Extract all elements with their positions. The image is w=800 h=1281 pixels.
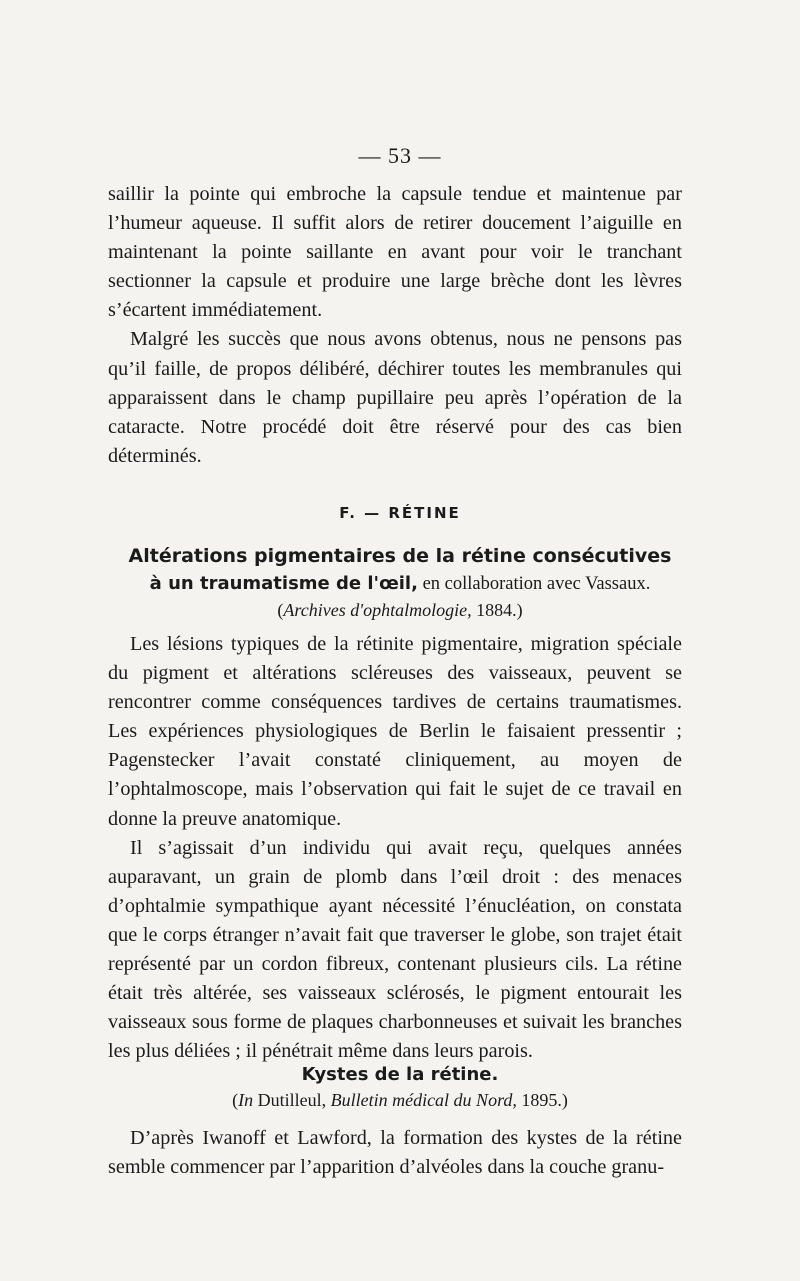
article-title-line-1: Altérations pigmentaires de la rétine consécutives: [128, 545, 672, 567]
article-title-line-2: [0, 572, 800, 595]
journal-name: Archives d'ophtalmologie,: [283, 600, 472, 620]
journal-name: Bulletin médical du Nord,: [330, 1090, 517, 1110]
paragraph: saillir la pointe qui embroche la capsule tendue et maintenue par l’humeur aqueuse. Il suffit alors de retirer doucement l’aiguille en maintenant la pointe saillante en avant pour voir le tranchant sectionner la capsule et produire une large brèche dont les lèvres s’écartent immédiatement.: [108, 183, 682, 322]
article-body: [108, 1124, 682, 1182]
article-citation: (Archives d'ophtalmologie, 1884.): [277, 600, 523, 620]
paragraph: Il s’agissait d’un individu qui avait reçu, quelques années auparavant, un grain de plomb dans l’œil droit : des menaces d’ophtalmie sympathique ayant nécessité l’énucléation, on constata que le corps étranger n’avait fait que traverser le globe, son trajet était représenté par un cordon fibreux, contenant plusieurs cils. La rétine était très altérée, ses vaisseaux sclérosés, le pigment entourait les vaisseaux sous forme de plaques charbonneuses et suivait les branches les plus déliées ; il pénétrait même dans leurs parois.: [108, 836, 682, 1063]
continued-text-block: [108, 180, 682, 471]
article-title-bold: à un traumatisme de l'œil,: [149, 573, 418, 594]
paragraph: Malgré les succès que nous avons obtenus, nous ne pensons pas qu’il faille, de propos délibéré, déchirer toutes les membranules qui apparaissent dans le champ pupillaire peu après l’opération de la cataracte. Notre procédé doit être réservé pour des cas bien déterminés.: [108, 328, 682, 467]
section-heading: F. — RÉTINE: [339, 504, 461, 522]
article-citation: (In Dutilleul, Bulletin médical du Nord, 1895.): [232, 1090, 568, 1110]
page-number: — 53 —: [358, 143, 442, 168]
article-body: [108, 630, 682, 1066]
article-title-collaboration: en collaboration avec Vassaux.: [417, 574, 651, 594]
paragraph: D’après Iwanoff et Lawford, la formation des kystes de la rétine semble commencer par l’apparition d’alvéoles dans la couche granu-: [108, 1127, 682, 1179]
article-title: Kystes de la rétine.: [301, 1064, 499, 1085]
paragraph: Les lésions typiques de la rétinite pigmentaire, migration spéciale du pigment et altérations scléreuses des vaisseaux, peuvent se rencontrer comme conséquences tardives de certains traumatismes. Les expériences physiologiques de Berlin le faisaient pressentir ; Pagenstecker l’avait constaté cliniquement, au moyen de l’ophtalmoscope, mais l’observation qui fait le sujet de ce travail en donne la preuve anatomique.: [108, 633, 682, 830]
